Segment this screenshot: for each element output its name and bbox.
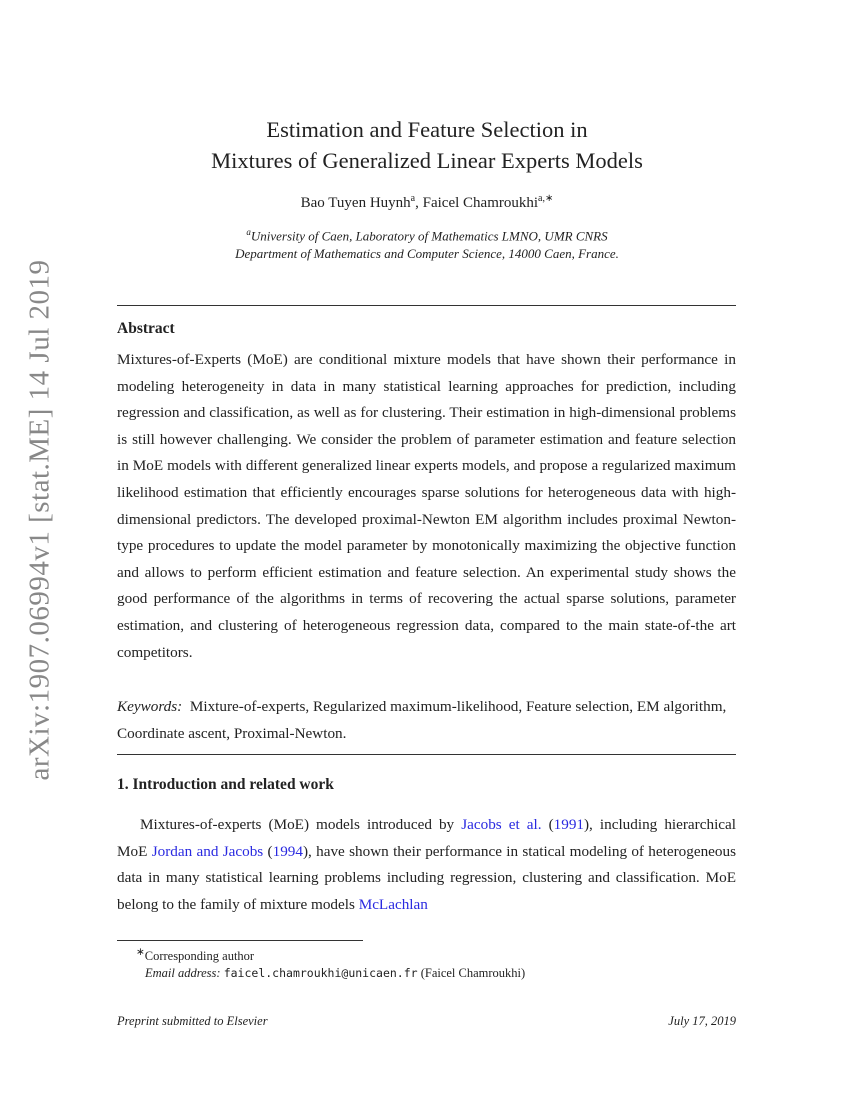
section-heading: 1. Introduction and related work: [117, 776, 334, 793]
keywords: [117, 694, 736, 747]
citation-link[interactable]: McLachlan: [358, 895, 428, 913]
intro-paragraph: Mixtures-of-experts (MoE) models introduced by Jacobs et al. (1991), including hierarchical MoE Jordan and Jacobs (1994), have shown their performance in statical modeling of heterogeneous data in many statistical learning problems including regression, clustering and classification. MoE belong to the family of mixture models McLachlan: [117, 816, 737, 913]
title-line-2: Mixtures of Generalized Linear Experts Models: [211, 148, 643, 173]
abstract-text: Mixtures-of-Experts (MoE) are conditional mixture models that have shown their performance in modeling heterogeneity in data in many statistical learning approaches for prediction, including regression and classification, as well as for clustering. Their estimation in high-dimensional problems is still however challenging. We consider the problem of parameter estimation and feature selection in MoE models with different generalized linear experts models, and propose a regularized maximum likelihood estimation that efficiently encourages sparse solutions for heterogeneous data with high-dimensional predictors. The developed proximal-Newton EM algorithm includes proximal Newton-type procedures to update the model parameter by monotonically maximizing the objective function and allows to perform efficient estimation and feature selection. An experimental study shows the good performance of the algorithms in terms of recovering the actual sparse solutions, parameter estimation, and clustering of heterogeneous regression data, compared to the main state-of-the art competitors.: [117, 351, 736, 661]
email-address[interactable]: faicel.chamroukhi@unicaen.fr: [223, 966, 418, 981]
affiliation-mark: a: [246, 227, 251, 237]
title-line-1: Estimation and Feature Selection in: [266, 117, 588, 142]
footnote-rule: [117, 940, 363, 941]
abstract-top-rule: [117, 305, 736, 306]
author-name: Bao Tuyen Huynh: [300, 195, 411, 211]
email-label: Email address:: [145, 966, 221, 981]
keywords-text: Mixture-of-experts, Regularized maximum-likelihood, Feature selection, EM algorithm, Coordinate ascent, Proximal-Newton.: [117, 698, 727, 742]
footer-date: July 17, 2019: [668, 1014, 736, 1028]
footnote-text: Corresponding author: [144, 949, 255, 964]
email-owner: (Faicel Chamroukhi): [420, 966, 526, 981]
affiliation: [117, 223, 737, 263]
arxiv-identifier: arXiv:1907.06994v1 [stat.ME] 14 Jul 2019: [23, 259, 56, 781]
affiliation-line-1: University of Caen, Laboratory of Mathematics LMNO, UMR CNRS: [250, 228, 608, 244]
affiliation-line-2: Department of Mathematics and Computer Science, 14000 Caen, France.: [235, 246, 619, 262]
footer-left: Preprint submitted to Elsevier: [117, 1014, 268, 1028]
author-affiliation-mark: a: [410, 193, 416, 204]
author-list: Bao Tuyen Huynh$^a$, Faicel Chamroukhi$^{a,∗}$: [300, 193, 554, 211]
footnote: [117, 944, 737, 982]
citation-link[interactable]: Jordan and Jacobs: [151, 842, 264, 860]
footnote-mark: ∗: [136, 947, 145, 958]
page-footer: [117, 1014, 736, 1029]
abstract-bottom-rule: [117, 754, 736, 755]
paper-title: [117, 114, 737, 176]
citation-year-link[interactable]: 1991: [553, 816, 584, 833]
citation-year-link[interactable]: 1994: [272, 842, 303, 860]
keywords-label: Keywords:: [117, 698, 183, 715]
abstract-heading: Abstract: [117, 320, 175, 337]
author-affiliation-mark: a,∗: [538, 193, 554, 204]
citation-link[interactable]: Jacobs et al.: [461, 816, 542, 833]
author-name: Faicel Chamroukhi: [422, 195, 539, 211]
